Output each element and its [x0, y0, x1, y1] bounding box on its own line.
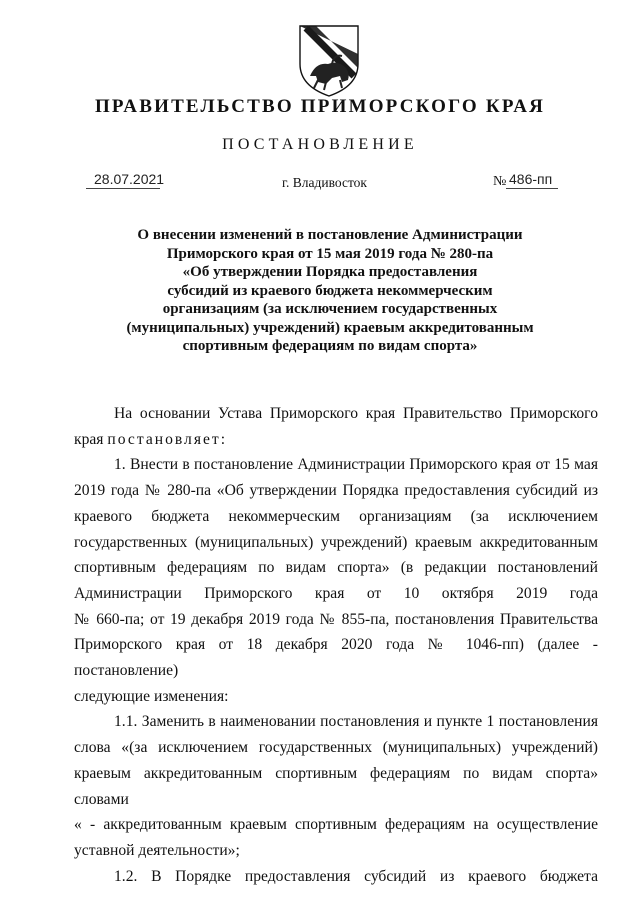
- title-line: (муниципальных) учреждений) краевым аккредитованным: [126, 319, 534, 336]
- body-line: 1. Внести в постановление Администрации Приморского края от 15 мая: [114, 456, 598, 474]
- city: г. Владивосток: [282, 175, 367, 190]
- title-line: Приморского края от 15 мая 2019 года № 280-па: [166, 245, 494, 262]
- title-line: О внесении изменений в постановление Администрации: [137, 227, 523, 243]
- title-line: «Об утверждении Порядка предоставления: [182, 264, 478, 280]
- body-line: [74, 427, 598, 453]
- body-line: « - аккредитованным краевым спортивным федерациям на осуществление: [74, 816, 598, 834]
- body-line: краевым аккредитованным спортивным федерациям по видам спорта» словами: [74, 764, 598, 808]
- body-line: 2019 года № 280-па «Об утверждении Порядка предоставления субсидий из: [74, 482, 598, 500]
- body-text: края: [74, 430, 108, 448]
- body-line: Администрации Приморского края от 10 октября 2019 года: [74, 584, 598, 602]
- body-line: уставной деятельности»;: [74, 841, 240, 859]
- number-underline: [506, 188, 558, 189]
- document-type: ПОСТАНОВЛЕНИЕ: [222, 136, 418, 153]
- document-number: 486-пп: [509, 171, 553, 187]
- number-label: №: [493, 174, 507, 189]
- document-body: [74, 401, 598, 889]
- body-line: спортивным федерациям по видам спорта» (в редакции постановлений: [74, 559, 598, 577]
- body-line: государственных (муниципальных) учреждений) краевым аккредитованным: [74, 533, 598, 551]
- body-line: № 660-па; от 19 декабря 2019 года № 855-па, постановления Правительства: [74, 610, 598, 628]
- body-line: 1.1. Заменить в наименовании постановления и пункте 1 постановления: [114, 713, 598, 731]
- body-line: следующие изменения:: [74, 687, 229, 705]
- title-line: спортивным федерациям по видам спорта»: [182, 338, 478, 354]
- coat-of-arms-icon: [296, 24, 362, 98]
- body-line: 1.2. В Порядке предоставления субсидий из краевого бюджета: [114, 867, 598, 885]
- title-line: организациям (за исключением государственных: [162, 301, 498, 317]
- resolves-word: постановляет:: [107, 430, 228, 448]
- date-underline: [86, 188, 160, 189]
- title-line: субсидий из краевого бюджета некоммерческим: [167, 282, 493, 299]
- document-title: [90, 226, 570, 356]
- body-line: слова «(за исключением государственных (муниципальных) учреждений): [74, 739, 598, 757]
- body-line: На основании Устава Приморского края Правительство Приморского: [114, 405, 598, 422]
- government-name: ПРАВИТЕЛЬСТВО ПРИМОРСКОГО КРАЯ: [94, 96, 546, 117]
- body-line: краевого бюджета некоммерческим организациям (за исключением: [74, 507, 598, 525]
- document-date: 28.07.2021: [94, 171, 165, 187]
- body-line: Приморского края от 18 декабря 2020 года № 1046-пп) (далее - постановление): [74, 636, 598, 680]
